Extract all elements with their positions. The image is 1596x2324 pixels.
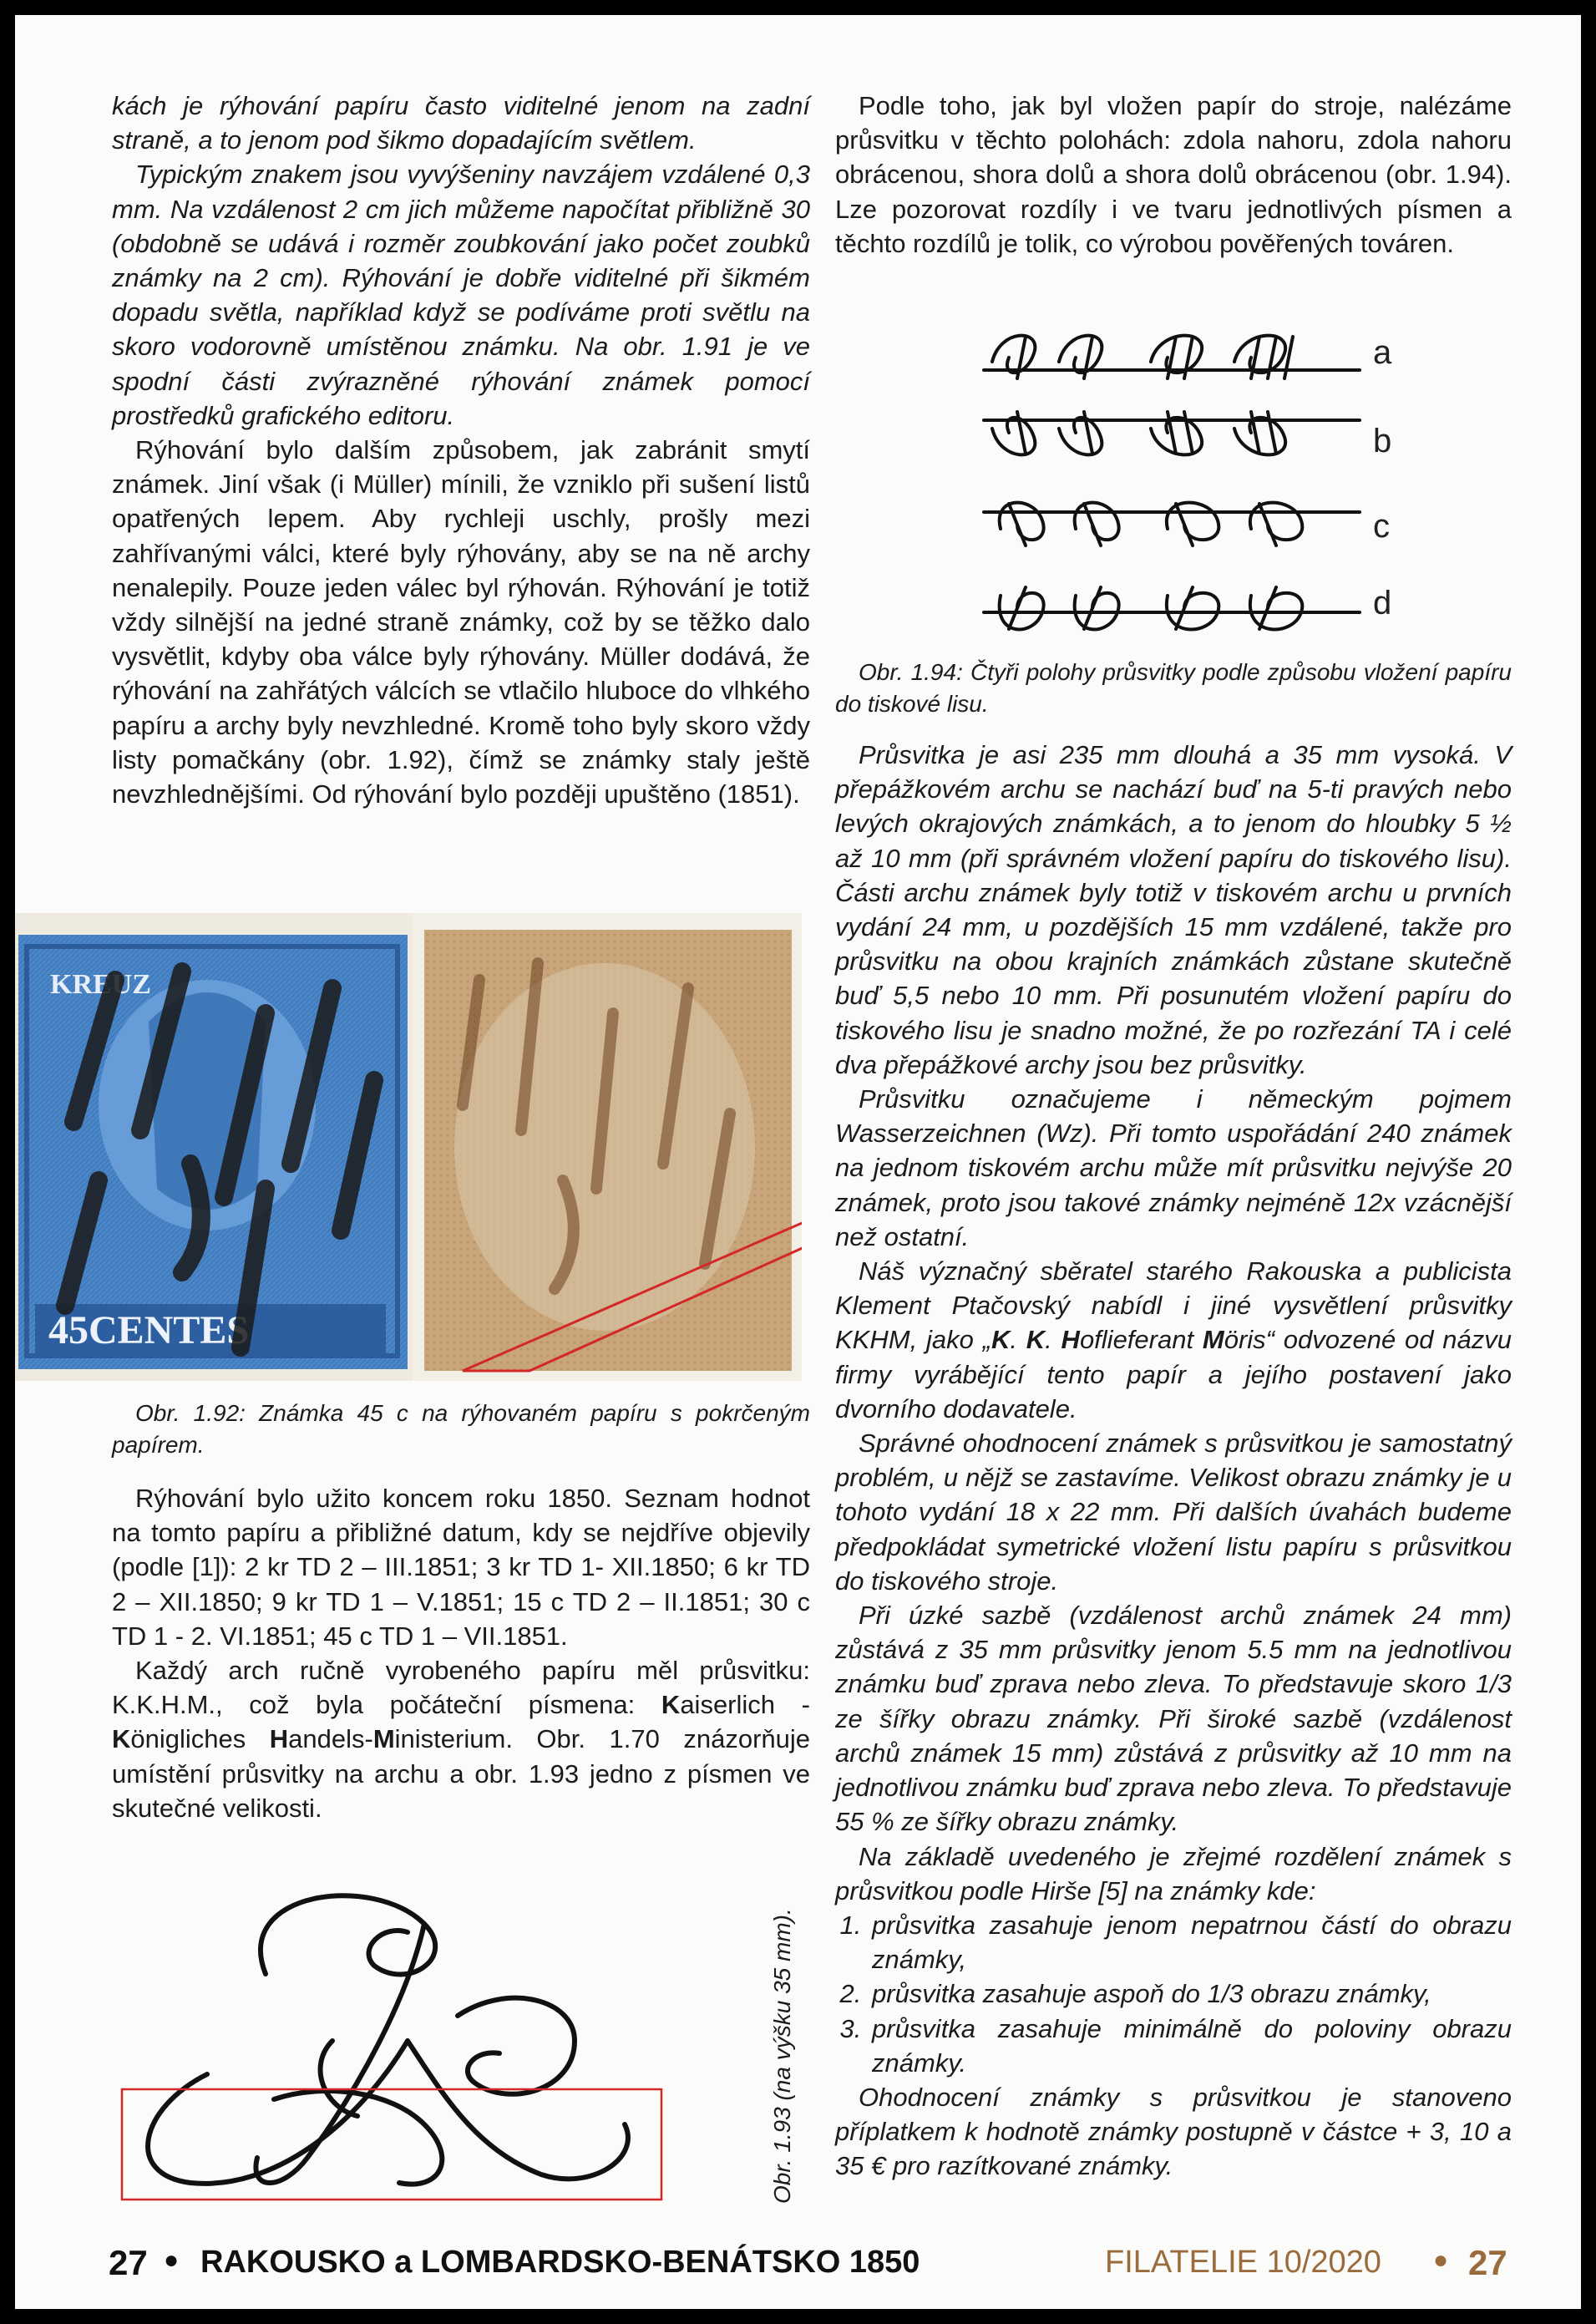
page-number-left: 27 (109, 2243, 148, 2282)
stamp-back-image (413, 913, 802, 1381)
stamp-front-image (15, 913, 413, 1381)
paragraph: Ohodnocení známky s průsvitkou je stanoveno příplatkem k hodnotě známky postupně v částce + 3, 10 a 35 € pro razítkované známky. (835, 2082, 1512, 2181)
paragraph: Typickým znakem jsou vyvýšeniny navzájem vzdálené 0,3 mm. Na vzdálenost 2 cm jich můžeme napočítat přibližně 30 (obdobně se udává i rozměr zoubkování jako počet zoubků známky na 2 cm). Rýhování je dobře viditelné při šikmém dopadu světla, například když se podíváme proti světlu na skoro vodorovně umístěnou známku. Na obr. 1.91 je ve spodní části zvýrazněné rýhování známek pomocí prostředků grafického editoru. (112, 160, 810, 430)
left-column-bottom (112, 1481, 810, 1825)
paragraph: Na základě uvedeného je zřejmé rozdělení známek s průsvitkou podle Hirše [5] na známky kde: (835, 1841, 1512, 1905)
watermark-label-a: a (1373, 334, 1392, 371)
watermark-label-d: d (1373, 585, 1392, 622)
watermark-row-b (984, 412, 1360, 454)
caption-1-92: Obr. 1.92: Známka 45 c na rýhovaném papíru s pokrčeným papírem. (112, 1400, 810, 1458)
page-number-right: 27 (1468, 2243, 1507, 2282)
right-column-top (835, 89, 1512, 261)
paragraph: Při úzké sazbě (vzdálenost archů známek 24 mm) zůstává z 35 mm průsvitky jenom 5.5 mm na jednotlivou známku buď zprava nebo zleva. To představuje skoro 1/3 ze šířky obrazu známky. Při široké sazbě (vzdálenost archů známek 15 mm) zůstává z průsvitky až 10 mm na jednotlivou známku buď zprava nebo zleva. To představuje 55 % ze šířky obrazu známky. (835, 1601, 1512, 1837)
magazine-page (15, 15, 1581, 2309)
footer-bullet: ● (164, 2246, 180, 2274)
paragraph: Podle toho, jak byl vložen papír do stroje, nalézáme průsvitku v těchto polohách: zdola nahoru, zdola nahoru obrácenou, shora dolů a shora dolů obrácenou (obr. 1.94). Lze pozorovat rozdíly i ve tvaru jednotlivých písmen a těchto rozdílů je tolik, co výrobou pověřených továren. (835, 91, 1512, 258)
watermark-label-b: b (1373, 423, 1392, 459)
watermark-row-c (984, 503, 1360, 545)
calligraphic-k-glyph (148, 1895, 628, 2184)
paragraph: Rýhování bylo užito koncem roku 1850. Seznam hodnot na tomto papíru a přibližné datum, kdy se nejdříve objevily (podle [1]): 2 kr TD 2 – III.1851; 3 kr TD 1- XII.1850; 6 kr TD 2 – XII.1850; 9 kr TD 1 – V.1851; 15 c TD 2 – II.1851; 30 c TD 1 - 2. VI.1851; 45 c TD 1 – VII.1851. (112, 1484, 810, 1651)
watermark-row-d (984, 587, 1360, 629)
stamp-top-text: KREUZ (50, 969, 151, 1000)
section-title: RAKOUSKO a LOMBARDSKO-BENÁTSKO 1850 (200, 2245, 920, 2280)
magazine-title: FILATELIE 10/2020 (1105, 2245, 1381, 2280)
paragraph: Průsvitku označujeme i německým pojmem Wasserzeichnen (Wz). Při tomto uspořádání 240 známek na jednom tiskovém archu může mít průsvitku nejvýše 20 známek, proto jsou takové známky nejméně 12x vzácnější než ostatní. (835, 1084, 1512, 1251)
left-column-top (112, 89, 810, 811)
watermark-positions-figure (967, 312, 1368, 646)
paragraph: Náš význačný sběratel starého Rakouska a publicista Klement Ptačovský nabídl i jiné vysvětlení průsvitky KKHM, jako „K. K. Hoflieferant Möris“ odvozené od názvu firmy vyrábějící tento papír a jejího postavení jako dvorního dodavatele. (835, 1256, 1512, 1423)
stamp-value-text: 45CENTES (48, 1308, 250, 1352)
footer-bullet-right: ● (1433, 2246, 1449, 2274)
watermark-row-a (984, 336, 1360, 378)
list-item: 1. průsvitka zasahuje jenom nepatrnou částí do obrazu známky, (869, 1908, 1512, 1976)
caption-1-93: Obr. 1.93 (na výšku 35 mm). (769, 1908, 795, 2204)
page-footer (15, 2233, 1581, 2291)
paragraph: Průsvitka je asi 235 mm dlouhá a 35 mm vysoká. V přepážkovém archu se nachází buď na 5-ti pravých nebo levých okrajových známkách, a to jenom do hloubky 5 ½ až 10 mm (při správném vložení papíru do tiskového lisu). Části archu známek byly totiž v tiskovém archu u prvních vydání 24 mm, u pozdějších 15 mm vzdálené, takže pro průsvitku na obou krajních známkách zůstane skutečně buď 5,5 nebo 10 mm. Při posunutém vložení papíru do tiskového lisu je snadno možné, že po rozřezání TA i celé dva přepážkové archy jsou bez průsvitky. (835, 740, 1512, 1079)
paragraph: kách je rýhování papíru často viditelné jenom na zadní straně, a to jenom pod šikmo dopadajícím světlem. (112, 91, 810, 155)
caption-1-94: Obr. 1.94: Čtyři polohy průsvitky podle způsobu vložení papíru do tiskové lisu. (835, 659, 1512, 717)
paragraph: Rýhování bylo dalším způsobem, jak zabránit smytí známek. Jiní však (i Müller) mínili, že vzniklo při sušení listů opatřených lepem. Aby rychleji uschly, prošly mezi zahřívanými válci, které byly rýhovány, aby se na ně archy nenalepily. Pouze jeden válec byl rýhován. Rýhování je totiž vždy silnější na jedné straně známky, což by se těžko dalo vysvětlit, kdyby oba válce byly rýhovány. Müller dodává, že rýhování na zahřátých válcích se vtlačilo hluboce do vlhkého papíru a archy byly nevzhledné. Kromě toho byly skoro vždy listy pomačkány (obr. 1.92), čímž se známky staly ještě nevzhlednějšími. Od rýhování bylo později upuštěno (1851). (112, 435, 810, 809)
paragraph: Každý arch ručně vyrobeného papíru měl průsvitku: K.K.H.M., což byla počáteční písmena: Kaiserlich - Königliches Handels-Ministerium. Obr. 1.70 znázorňuje umístění průsvitky na archu a obr. 1.93 jedno z písmen ve skutečné velikosti. (112, 1656, 810, 1823)
stamp-photo-front (15, 913, 413, 1381)
hirs-classification-list (835, 1908, 1512, 2080)
right-column-bottom (835, 738, 1512, 2184)
list-item: 3. průsvitka zasahuje minimálně do poloviny obrazu známky. (869, 2012, 1512, 2080)
watermark-label-c: c (1373, 508, 1390, 545)
list-item: 2. průsvitka zasahuje aspoň do 1/3 obrazu známky, (869, 1976, 1512, 2011)
stamp-photo-back (413, 913, 802, 1381)
paragraph: Správné ohodnocení známek s průsvitkou je samostatný problém, u nějž se zastavíme. Velikost obrazu známky je u tohoto vydání 18 x 22 mm. Při dalších úvahách budeme předpokládat symetrické vložení listu papíru s průsvitkou do tiskového stroje. (835, 1428, 1512, 1596)
watermark-letter-k-figure (107, 1874, 692, 2208)
